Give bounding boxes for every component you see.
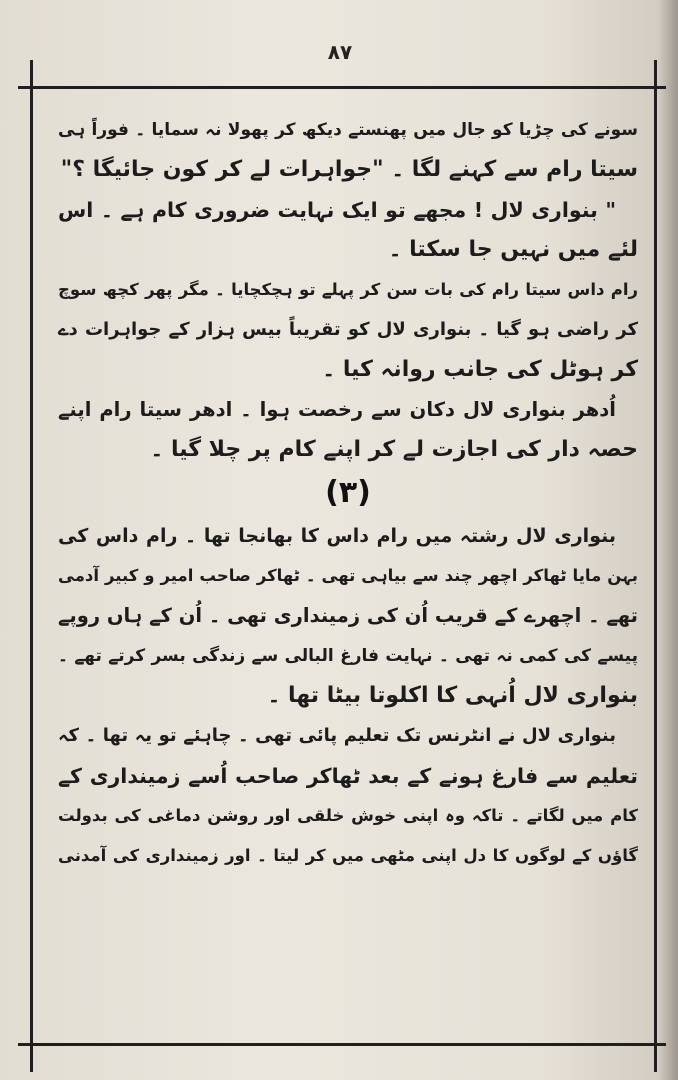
text-line: رام داس سیتا رام کی بات سن کر پہلے تو ہچکچایا ۔ مگر پھر کچھ سوچ [58,280,638,299]
text-line: بنواری لال رشتہ میں رام داس کا بھانجا تھا ۔ رام داس کی [58,525,616,547]
text-line: کر ہوٹل کی جانب روانہ کیا ۔ [322,357,638,382]
page-edge-shadow [658,0,678,1080]
text-line: تھے ۔ اچھرے کے قریب اُن کی زمینداری تھی ۔ اُن کے ہاں روپے [58,604,638,627]
bottom-border-rule [18,1043,666,1046]
text-line: کر راضی ہو گیا ۔ بنواری لال کو تقریباً بیس ہزار کے جواہرات دے [58,319,638,340]
text-line: سونے کی چڑیا کو جال میں پھنستے دیکھ کر پھولا نہ سمایا ۔ فوراً ہی [58,120,638,140]
text-line: بنواری لال اُنہی کا اکلوتا بیٹا تھا ۔ [267,683,638,708]
section-heading: (۳) [325,475,371,510]
text-line: کام میں لگاتے ۔ تاکہ وہ اپنی خوش خلقی اور روشن دماغی کی بدولت [58,806,638,825]
text-line: سیتا رام سے کہنے لگا ۔ "جواہرات لے کر کون جائیگا ؟" [60,157,638,182]
text-line: اُدھر بنواری لال دکان سے رخصت ہوا ۔ ادھر سیتا رام اپنے [58,398,616,421]
body-text [58,110,638,876]
text-line: تعلیم سے فارغ ہونے کے بعد ٹھاکر صاحب اُسے زمینداری کے [58,764,638,788]
text-line: پیسے کی کمی نہ تھی ۔ نہایت فارغ البالی سے زندگی بسر کرتے تھے ۔ [58,646,638,666]
right-border-rule [654,60,657,1072]
text-line: حصہ دار کی اجازت لے کر اپنے کام پر چلا گیا ۔ [150,437,638,462]
top-border-rule [18,86,666,89]
text-line: بہن مایا ٹھاکر اچھر چند سے بیاہی تھی ۔ ٹھاکر صاحب امیر و کبیر آدمی [58,566,638,585]
page-number: ۸۷ [327,40,353,64]
text-line: گاؤں کے لوگوں کا دل اپنی مٹھی میں کر لیتا ۔ اور زمینداری کی آمدنی [58,846,638,865]
left-border-rule [30,60,33,1072]
text-line: " بنواری لال ! مجھے تو ایک نہایت ضروری کام ہے ۔ اس [58,198,616,222]
text-line: لئے میں نہیں جا سکتا ۔ [388,237,638,262]
text-line: بنواری لال نے انٹرنس تک تعلیم پائی تھی ۔ چاہئے تو یہ تھا ۔ کہ [58,725,616,746]
